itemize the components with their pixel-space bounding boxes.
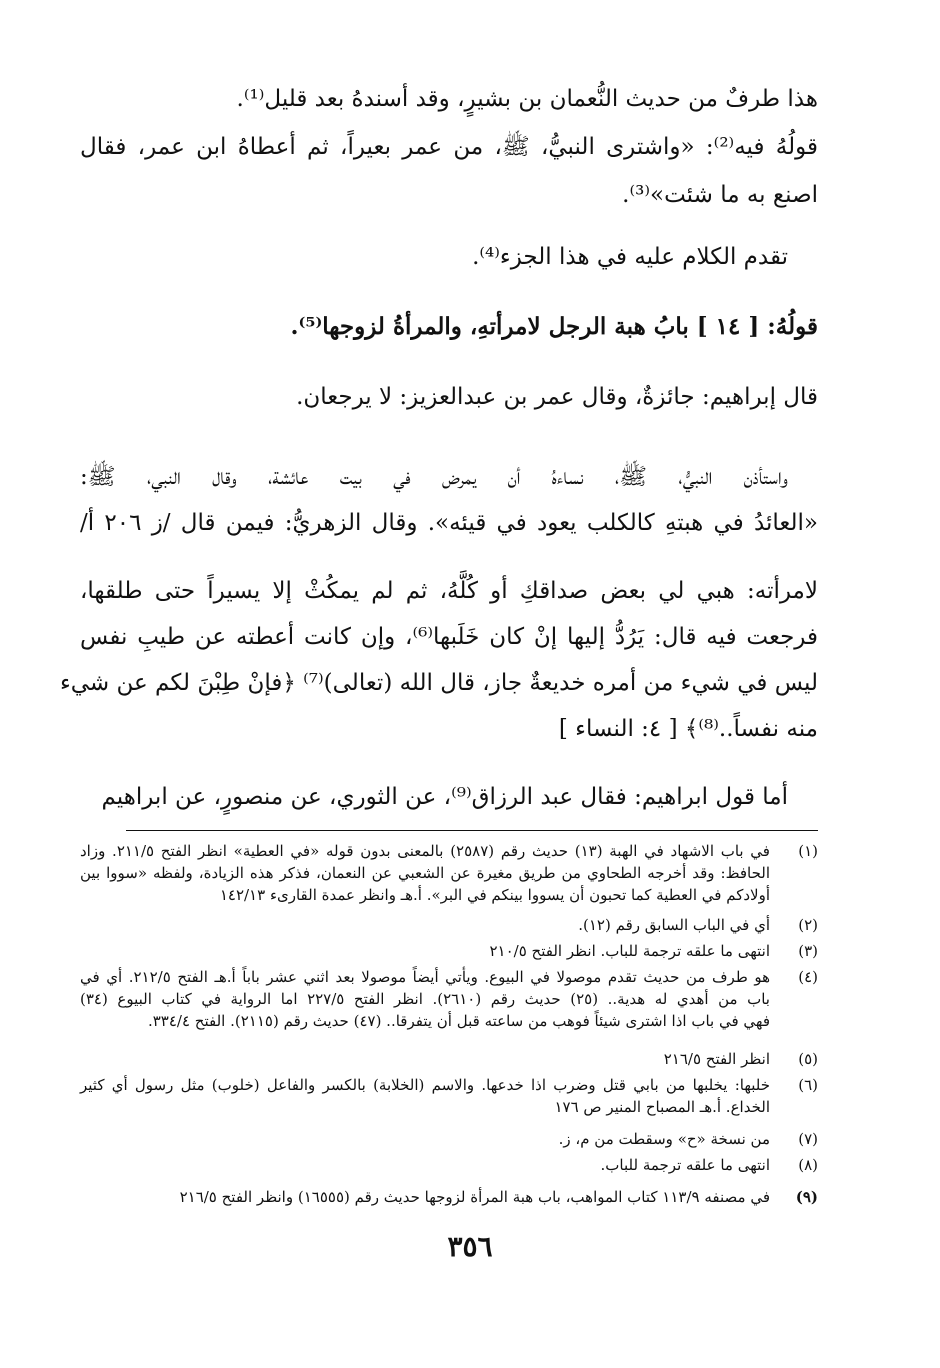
body-line-13: أما قول ابراهيم: فقال عبد الرزاق⁽⁹⁾، عن الثوري، عن منصورٍ، عن ابراهيم: [101, 784, 788, 810]
footnote-line: في باب الاشهاد في الهبة (١٣) حديث رقم (٢٥٨٧) بالمعنى بدون قوله «في العطية» انظر الفتح ٢١١/٥. وزاد: [80, 842, 770, 860]
footnote-separator: [126, 830, 818, 831]
footnote-line: فهي في باب اذا اشترى شيئاً فوهب من ساعته قبل أن يتفرقا.. (٤٧) حديث رقم (٢١١٥). الفتح ٣٣٤/٤.: [147, 1012, 770, 1030]
page-number: ٣٥٦: [447, 1230, 493, 1263]
footnote-3: [80, 940, 818, 962]
body-line-2: قولُهُ فيه⁽²⁾: «واشترى النبيُّ، ﷺ، من عمر بعيراً، ثم أعطاهُ ابن عمر، فقال: [80, 134, 818, 160]
footnote-number: (٣): [798, 942, 818, 960]
footnote-8: [80, 1154, 818, 1176]
footnote-number: (٦): [798, 1076, 818, 1094]
body-line-3: اصنع به ما شئت»⁽³⁾.: [622, 182, 818, 208]
footnote-line: هو طرف من حديث تقدم موصولا في البيوع. ويأتي أيضاً موصولا بعد اثني عشر باباً أ.هـ الفتح ٢١٢/٥. أي في: [80, 968, 770, 986]
footnote-number: (٩): [795, 1188, 818, 1206]
footnote-line: الخداع. أ.هـ المصباح المنير ص ١٧٦: [554, 1098, 770, 1116]
footnote-6: [80, 1074, 818, 1118]
footnote-line: من نسخة «ح» وسقطت من م، ز.: [558, 1130, 770, 1148]
footnote-line: انظر الفتح ٢١٦/٥: [663, 1050, 770, 1068]
body-line-8: «العائدُ في هبتهِ كالكلب يعود في قيئه». وقال الزهريُّ: فيمن قال /ز ٢٠٦ أ/: [80, 510, 818, 536]
footnote-2: [80, 914, 818, 936]
body-line-9: لامرأته: هبي لي بعض صداقكِ أو كُلَّهُ، ثم لم يمكُثْ إلا يسيراً حتى طلقها،: [80, 578, 818, 604]
body-line-1: هذا طرفٌ من حديث النُّعمان بن بشيرٍ، وقد أسندهُ بعد قليل⁽¹⁾.: [236, 86, 818, 112]
footnote-9: [80, 1186, 818, 1208]
footnote-number: (٤): [798, 968, 818, 986]
body-line-11: ليس في شيء من أمره خديعةٌ جاز، قال الله (تعالى)⁽⁷⁾ ﴿فإنْ طِبْنَ لكم عن شيء: [59, 670, 818, 696]
footnote-line: باب من أهدي له هدية.. (٢٥) حديث رقم (٢٦١٠). انظر الفتح ٢٢٧/٥ اما الرواية في كتاب البيوع (٣٤): [80, 990, 770, 1008]
footnote-line: في مصنفه ١١٣/٩ كتاب المواهب، باب هبة المرأة لزوجها حديث رقم (١٦٥٥٥) وانظر الفتح ٢١٦/٥: [179, 1188, 770, 1206]
footnote-4: [80, 966, 818, 1032]
footnote-line: أي في الباب السابق رقم (١٢).: [578, 916, 770, 934]
footnote-number: (٢): [798, 916, 818, 934]
body-line-7: واستأذن النبيُّ، ﷺ، نساءهُ أن يمرض في بيت عائشة، وقال النبي، ﷺ:: [80, 464, 788, 490]
body-line-12: منه نفساً..⁽⁸⁾﴾ [ ٤: النساء ]: [558, 716, 818, 742]
footnote-line: انتهى ما علقه ترجمة للباب. انظر الفتح ٢١٠/٥: [489, 942, 770, 960]
footnote-number: (٧): [798, 1130, 818, 1148]
section-heading: قولُهُ: [ ١٤ ] بابُ هبة الرجل لامرأتهِ، والمرأةُ لزوجها⁽⁵⁾.: [290, 313, 818, 340]
footnote-number: (٥): [798, 1050, 818, 1068]
footnote-line: انتهى ما علقه ترجمة للباب.: [600, 1156, 770, 1174]
footnote-1: [80, 840, 818, 906]
footnote-7: [80, 1128, 818, 1150]
footnote-line: خلبها: يخلبها من بابي قتل وضرب اذا خدعها. والاسم (الخلابة) بالكسر والفاعل (خلوب) مثل رسول أي كثير: [80, 1076, 770, 1094]
body-line-6: قال إبراهيم: جائزةٌ، وقال عمر بن عبدالعزيز: لا يرجعان.: [296, 384, 818, 410]
footnote-number: (٨): [798, 1156, 818, 1174]
footnote-line: الحافظ: وقد أخرجه الطحاوي من طريق مغيرة عن الشعبي عن النعمان، فذكر هذه الزيادة، ولفظه «سووا بين: [80, 864, 770, 882]
body-line-10: فرجعت فيه قال: يَرُدُّ إليها إنْ كان خَلَبها⁽⁶⁾، وإن كانت أعطته عن طيبِ نفس: [80, 624, 818, 650]
footnote-number: (١): [798, 842, 818, 860]
footnote-line: أولادكم في العطية كما تحبون أن يسووا بينكم في البر». أ.هـ وانظر عمدة القارىء ١٤٢/١٣: [219, 886, 770, 904]
body-line-4: تقدم الكلام عليه في هذا الجزء⁽⁴⁾.: [472, 244, 788, 270]
footnote-5: [80, 1048, 818, 1070]
